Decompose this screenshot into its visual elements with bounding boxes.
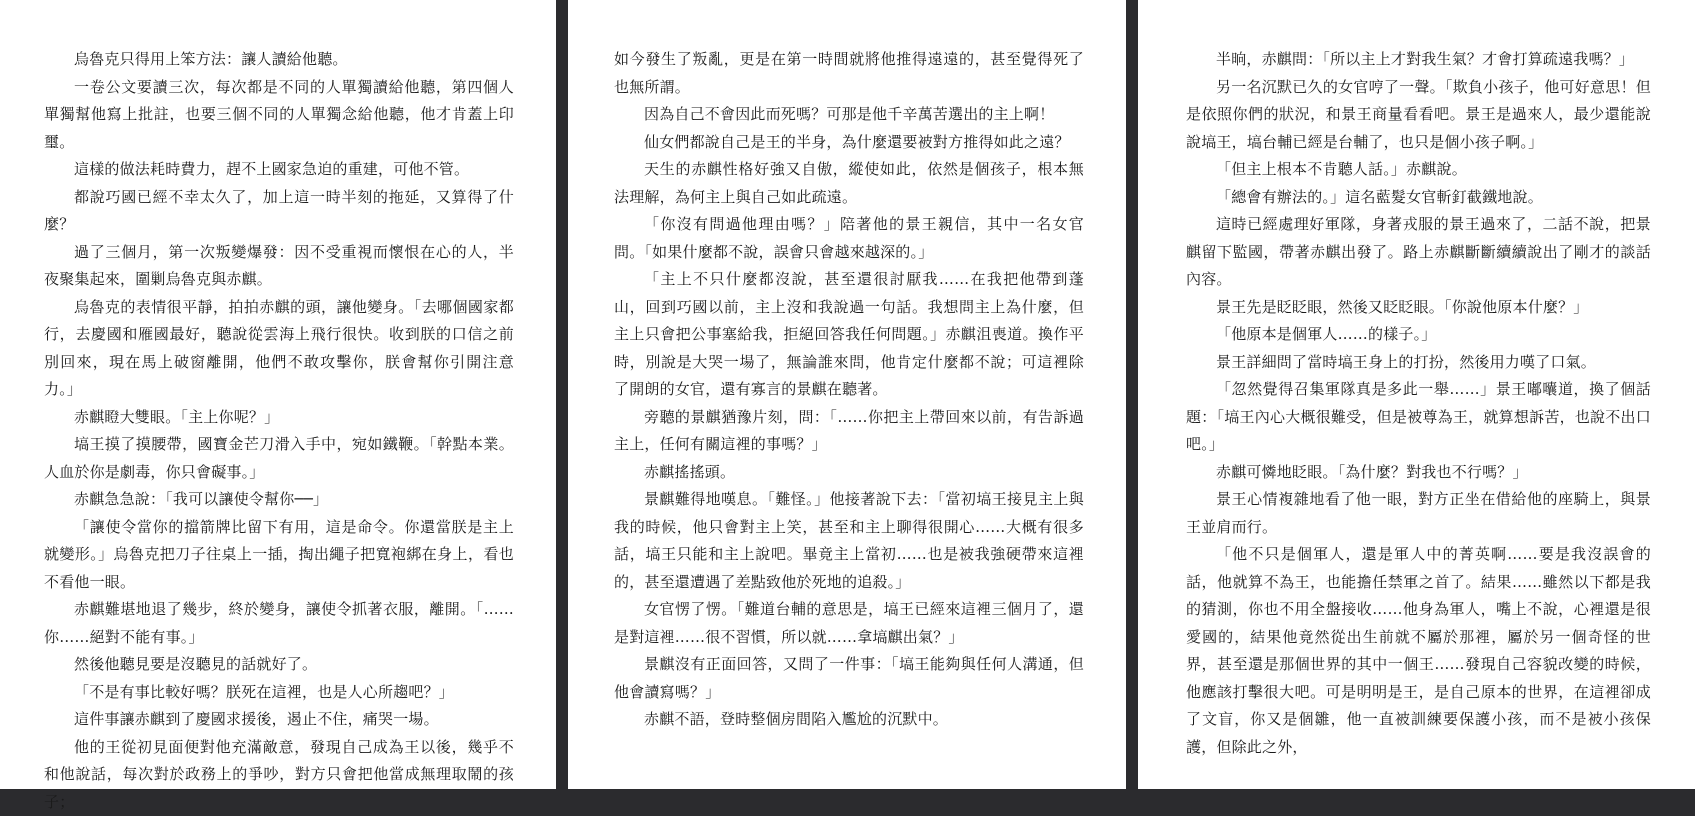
paragraph: 一卷公文要讀三次，每次都是不同的人單獨讀給他聽，第四個人單獨幫他寫上批註，也要三個不同的人單獨念給他聽，他才肯蓋上印璽。 (44, 74, 514, 157)
paragraph: 「忽然覺得召集軍隊真是多此一舉……」景王嘟囔道，換了個話題：「塙王內心大概很難受，但是被尊為王，就算想訴苦，也說不出口吧。」 (1186, 376, 1651, 459)
paragraph: 赤麒瞪大雙眼。「主上你呢？」 (44, 404, 514, 432)
paragraph: 景王先是眨眨眼，然後又眨眨眼。「你說他原本什麼？」 (1186, 294, 1651, 322)
page-middle (568, 0, 1126, 789)
paragraph: 「總會有辦法的。」這名藍髮女官斬釘截鐵地說。 (1186, 184, 1651, 212)
page-right (1138, 0, 1695, 789)
paragraph: 赤麒急急說：「我可以讓使令幫你──」 (44, 486, 514, 514)
paragraph: 「但主上根本不肯聽人話。」赤麒說。 (1186, 156, 1651, 184)
paragraph: 烏魯克的表情很平靜，拍拍赤麒的頭，讓他變身。「去哪個國家都行，去慶國和雁國最好，聽說從雲海上飛行很快。收到朕的口信之前別回來，現在馬上破窗離開，他們不敢攻擊你，朕會幫你引開注意力。」 (44, 294, 514, 404)
paragraph: 仙女們都說自己是王的半身，為什麼還要被對方推得如此之遠？ (614, 129, 1084, 157)
paragraph: 「主上不只什麼都沒說，甚至還很討厭我……在我把他帶到蓬山，回到巧國以前，主上沒和我說過一句話。我想問主上為什麼，但主上只會把公事塞給我，拒絕回答我任何問題。」赤麒沮喪道。換作平時，別說是大哭一場了，無論誰來問，他肯定什麼都不說；可這裡除了開朗的女官，還有寡言的景麒在聽著。 (614, 266, 1084, 404)
paragraph: 另一名沉默已久的女官哼了一聲。「欺負小孩子，他可好意思！但是依照你們的狀況，和景王商量看看吧。景王是過來人，最少還能說說塙王，塙台輔已經是台輔了，也只是個小孩子啊。」 (1186, 74, 1651, 157)
paragraph: 「你沒有問過他理由嗎？」陪著他的景王親信，其中一名女官問。「如果什麼都不說，誤會只會越來越深的。」 (614, 211, 1084, 266)
paragraph: 「他原本是個軍人……的樣子。」 (1186, 321, 1651, 349)
paragraph: 然後他聽見要是沒聽見的話就好了。 (44, 651, 514, 679)
paragraph: 這樣的做法耗時費力，趕不上國家急迫的重建，可他不管。 (44, 156, 514, 184)
paragraph: 這件事讓赤麒到了慶國求援後，遏止不住，痛哭一場。 (44, 706, 514, 734)
paragraph: 景王心情複雜地看了他一眼，對方正坐在借給他的座騎上，與景王並肩而行。 (1186, 486, 1651, 541)
paragraph: 「不是有事比較好嗎？朕死在這裡，也是人心所趨吧？」 (44, 679, 514, 707)
page-left (0, 0, 556, 789)
paragraph: 他的王從初見面便對他充滿敵意，發現自己成為王以後，幾乎不和他說話，每次對於政務上的爭吵，對方只會把他當成無理取鬧的孩子； (44, 734, 514, 816)
paragraph: 塙王摸了摸腰帶，國寶金芒刀滑入手中，宛如鐵鞭。「幹點本業。人血於你是劇毒，你只會礙事。」 (44, 431, 514, 486)
paragraph: 景王詳細問了當時塙王身上的打扮，然後用力嘆了口氣。 (1186, 349, 1651, 377)
paragraph: 都說巧國已經不幸太久了，加上這一時半刻的拖延，又算得了什麼？ (44, 184, 514, 239)
paragraph: 赤麒不語，登時整個房間陷入尷尬的沉默中。 (614, 706, 1084, 734)
paragraph: 赤麒可憐地眨眼。「為什麼？對我也不行嗎？」 (1186, 459, 1651, 487)
paragraph: 旁聽的景麒猶豫片刻，問：「……你把主上帶回來以前，有告訴過主上，任何有關這裡的事嗎？」 (614, 404, 1084, 459)
paragraph: 半晌，赤麒問：「所以主上才對我生氣？才會打算疏遠我嗎？」 (1186, 46, 1651, 74)
paragraph: 烏魯克只得用上笨方法：讓人讀給他聽。 (44, 46, 514, 74)
paragraph: 「他不只是個軍人，還是軍人中的菁英啊……要是我沒誤會的話，他就算不為王，也能擔任禁軍之首了。結果……雖然以下都是我的猜測，你也不用全盤接收……他身為軍人，嘴上不說，心裡還是很愛國的，結果他竟然從出生前就不屬於那裡，屬於另一個奇怪的世界，甚至還是那個世界的其中一個王……發現自己容貌改變的時候，他應該打擊很大吧。可是明明是王，是自己原本的世界，在這裡卻成了文盲，你又是個雛，他一直被訓練要保護小孩，而不是被小孩保護，但除此之外， (1186, 541, 1651, 761)
paragraph: 天生的赤麒性格好強又自傲，縱使如此，依然是個孩子，根本無法理解，為何主上與自己如此疏遠。 (614, 156, 1084, 211)
paragraph: 這時已經處理好軍隊，身著戎服的景王過來了，二話不說，把景麒留下監國，帶著赤麒出發了。路上赤麒斷斷續續說出了剛才的談話內容。 (1186, 211, 1651, 294)
paragraph: 景麒沒有正面回答，又問了一件事：「塙王能夠與任何人溝通，但他會讀寫嗎？」 (614, 651, 1084, 706)
paragraph: 女官愣了愣。「難道台輔的意思是，塙王已經來這裡三個月了，還是對這裡……很不習慣，所以就……拿塙麒出氣？」 (614, 596, 1084, 651)
paragraph: 景麒難得地嘆息。「難怪。」他接著說下去：「當初塙王接見主上與我的時候，他只會對主上笑，甚至和主上聊得很開心……大概有很多話，塙王只能和主上說吧。畢竟主上當初……也是被我強硬帶來這裡的，甚至還遭遇了差點致他於死地的追殺。」 (614, 486, 1084, 596)
paragraph: 赤麒難堪地退了幾步，終於變身，讓使令抓著衣服，離開。「……你……絕對不能有事。」 (44, 596, 514, 651)
paragraph: 過了三個月，第一次叛變爆發：因不受重視而懷恨在心的人，半夜聚集起來，圍剿烏魯克與赤麒。 (44, 239, 514, 294)
paragraph: 赤麒搖搖頭。 (614, 459, 1084, 487)
paragraph: 因為自己不會因此而死嗎？可那是他千辛萬苦選出的主上啊！ (614, 101, 1084, 129)
paragraph: 「讓使令當你的擋箭牌比留下有用，這是命令。你還當朕是主上就變形。」烏魯克把刀子往桌上一插，掏出繩子把寬袍綁在身上，看也不看他一眼。 (44, 514, 514, 597)
paragraph: 如今發生了叛亂，更是在第一時間就將他推得遠遠的，甚至覺得死了也無所謂。 (614, 46, 1084, 101)
